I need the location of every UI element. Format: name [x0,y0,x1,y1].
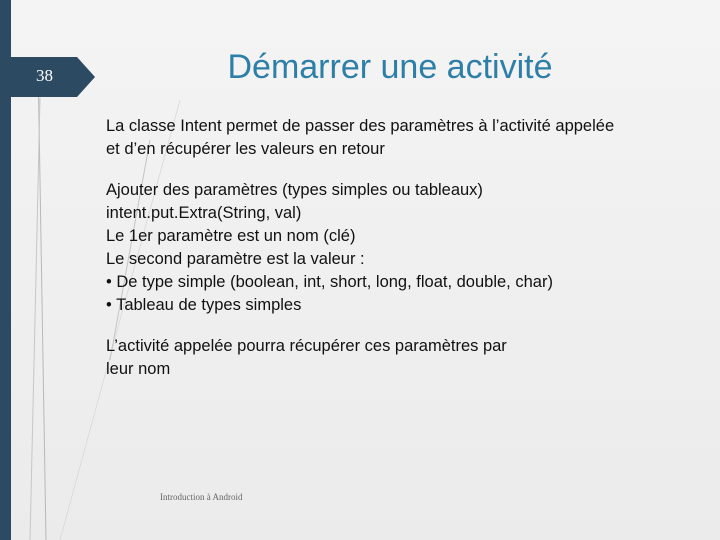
text-line: intent.put.Extra(String, val) [106,204,302,222]
text-line: leur nom [106,360,171,378]
text-line: Le second paramètre est la valeur : [106,250,365,268]
text-line: Le 1er paramètre est un nom (clé) [106,227,356,245]
text-line: La classe Intent permet de passer des paramètres à l’activité appelée [106,117,615,135]
paragraph-retrieve [106,335,666,381]
slide-title: Démarrer une activité [227,48,553,86]
paragraph-intent [106,115,666,161]
paragraph-parameters [106,179,666,317]
bullet-line: • Tableau de types simples [106,296,302,314]
text-line: L’activité appelée pourra récupérer ces paramètres par [106,337,507,355]
slide-number-badge [11,57,95,97]
bullet-line: • De type simple (boolean, int, short, long, float, double, char) [106,273,553,291]
slide-footer: Introduction à Android [160,492,243,502]
slide-body [106,115,666,399]
text-line: Ajouter des paramètres (types simples ou tableaux) [106,181,483,199]
slide-number: 38 [36,66,53,85]
text-line: et d’en récupérer les valeurs en retour [106,140,385,158]
